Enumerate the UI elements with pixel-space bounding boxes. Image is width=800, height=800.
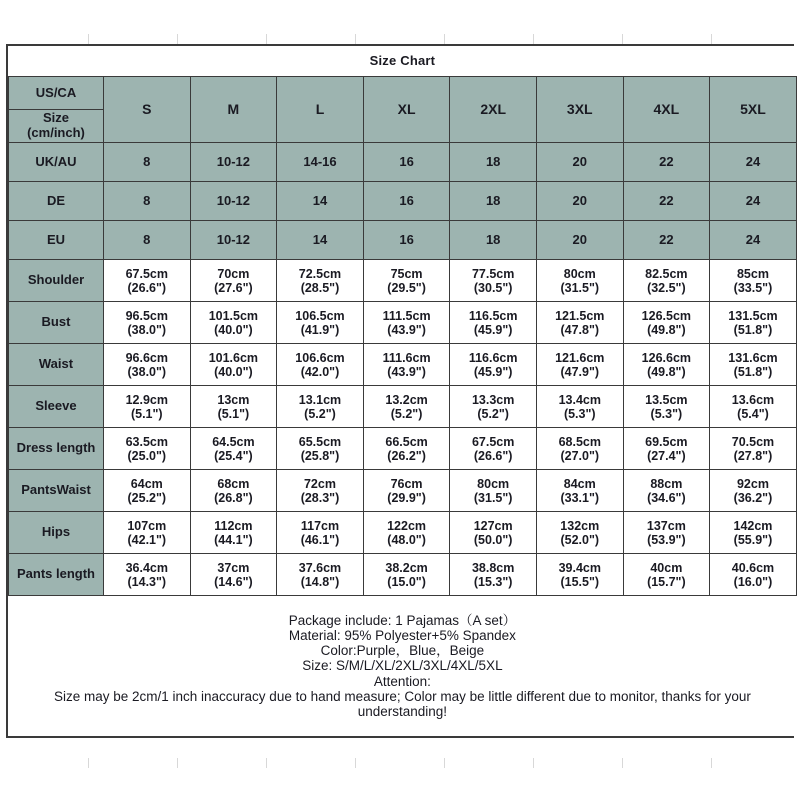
value-cm: 70.5cm xyxy=(731,434,775,449)
value-inch: (15.0") xyxy=(387,574,426,589)
notes-row xyxy=(9,596,797,737)
column-header-3xl: 3XL xyxy=(536,77,623,143)
cell-bust-s xyxy=(104,302,191,344)
cell-hips-xl xyxy=(363,512,450,554)
cell-waist-5xl xyxy=(710,344,797,386)
table-row-waist xyxy=(9,344,797,386)
cell-eu-xl: 16 xyxy=(363,221,450,260)
cell-waist-l xyxy=(277,344,364,386)
cell-pants-waist-2xl xyxy=(450,470,537,512)
value-inch: (55.9") xyxy=(733,532,773,547)
cell-dress-length-s xyxy=(104,428,191,470)
ruler-tick xyxy=(534,758,623,768)
cell-pants-length-5xl xyxy=(710,554,797,596)
cell-sleeve-2xl xyxy=(450,386,537,428)
value-cm: 70cm xyxy=(217,266,250,281)
cell-hips-4xl xyxy=(623,512,710,554)
cell-dress-length-2xl xyxy=(450,428,537,470)
value-inch: (33.5") xyxy=(733,280,773,295)
table-row-pants-waist xyxy=(9,470,797,512)
value-cm: 121.5cm xyxy=(555,308,605,323)
value-cm: 101.6cm xyxy=(208,350,259,365)
value-cm: 111.6cm xyxy=(382,350,431,365)
cell-pants-waist-s xyxy=(104,470,191,512)
cell-uk-au-l: 14-16 xyxy=(277,143,364,182)
cell-de-4xl: 22 xyxy=(623,182,710,221)
size-unit-line-2: (cm/inch) xyxy=(27,125,85,140)
value-inch: (46.1") xyxy=(300,532,340,547)
value-cm: 68cm xyxy=(217,476,250,491)
column-header-xl: XL xyxy=(363,77,450,143)
cell-shoulder-3xl xyxy=(536,260,623,302)
value-cm: 121.6cm xyxy=(555,350,605,365)
cell-sleeve-xl xyxy=(363,386,450,428)
cell-pants-length-xl xyxy=(363,554,450,596)
cell-eu-m: 10-12 xyxy=(190,221,277,260)
value-cm: 37cm xyxy=(217,560,250,575)
ruler-tick xyxy=(267,34,356,44)
value-inch: (5.2") xyxy=(477,406,509,421)
cell-hips-3xl xyxy=(536,512,623,554)
row-label-bust: Bust xyxy=(9,302,104,344)
value-inch: (29.9") xyxy=(387,490,426,505)
cell-sleeve-5xl xyxy=(710,386,797,428)
value-inch: (43.9") xyxy=(387,322,426,337)
value-cm: 88cm xyxy=(650,476,683,491)
value-inch: (33.1") xyxy=(560,490,600,505)
cell-uk-au-m: 10-12 xyxy=(190,143,277,182)
column-header-m: M xyxy=(190,77,277,143)
value-cm: 36.4cm xyxy=(125,560,168,575)
value-inch: (30.5") xyxy=(473,280,513,295)
cell-de-s: 8 xyxy=(104,182,191,221)
cell-pants-length-s xyxy=(104,554,191,596)
row-label-sleeve: Sleeve xyxy=(9,386,104,428)
value-inch: (25.8") xyxy=(300,448,340,463)
cell-bust-2xl xyxy=(450,302,537,344)
table-row-pants-length xyxy=(9,554,797,596)
value-cm: 67.5cm xyxy=(125,266,168,281)
column-header-l: L xyxy=(277,77,364,143)
cell-shoulder-s xyxy=(104,260,191,302)
value-inch: (16.0") xyxy=(733,574,773,589)
table-row-de xyxy=(9,182,797,221)
value-cm: 72cm xyxy=(303,476,336,491)
value-cm: 63.5cm xyxy=(125,434,168,449)
value-cm: 40.6cm xyxy=(731,560,775,575)
cell-shoulder-4xl xyxy=(623,260,710,302)
cell-waist-m xyxy=(190,344,277,386)
value-inch: (28.3") xyxy=(300,490,340,505)
cell-pants-length-4xl xyxy=(623,554,710,596)
cell-sleeve-3xl xyxy=(536,386,623,428)
table-row-shoulder xyxy=(9,260,797,302)
note-attention-line-2: understanding! xyxy=(357,703,448,719)
value-cm: 13cm xyxy=(217,392,250,407)
cell-hips-5xl xyxy=(710,512,797,554)
value-cm: 107cm xyxy=(127,518,167,533)
value-cm: 67.5cm xyxy=(471,434,515,449)
value-cm: 38.8cm xyxy=(471,560,515,575)
row-label-dress-length: Dress length xyxy=(9,428,104,470)
value-inch: (49.8") xyxy=(647,322,686,337)
cell-uk-au-s: 8 xyxy=(104,143,191,182)
product-notes xyxy=(9,596,797,737)
value-inch: (26.6") xyxy=(473,448,513,463)
value-cm: 39.4cm xyxy=(558,560,601,575)
note-material: Material: 95% Polyester+5% Spandex xyxy=(288,628,516,644)
value-cm: 82.5cm xyxy=(645,266,688,281)
ruler-tick xyxy=(178,34,267,44)
value-inch: (5.3") xyxy=(650,406,683,421)
value-cm: 96.5cm xyxy=(125,308,168,323)
row-label-eu: EU xyxy=(9,221,104,260)
cell-uk-au-2xl: 18 xyxy=(450,143,537,182)
cell-eu-l: 14 xyxy=(277,221,364,260)
value-inch: (14.3") xyxy=(127,574,167,589)
cell-sleeve-m xyxy=(190,386,277,428)
value-cm: 68.5cm xyxy=(558,434,601,449)
value-inch: (48.0") xyxy=(387,532,426,547)
cell-eu-3xl: 20 xyxy=(536,221,623,260)
value-cm: 101.5cm xyxy=(208,308,259,323)
value-cm: 92cm xyxy=(736,476,769,491)
value-inch: (38.0") xyxy=(127,364,167,379)
value-cm: 13.6cm xyxy=(731,392,775,407)
value-cm: 64.5cm xyxy=(212,434,255,449)
row-label-hips: Hips xyxy=(9,512,104,554)
cell-pants-waist-m xyxy=(190,470,277,512)
value-cm: 76cm xyxy=(390,476,423,491)
top-ruler-ticks xyxy=(0,34,800,44)
value-cm: 142cm xyxy=(733,518,773,533)
value-cm: 85cm xyxy=(736,266,769,281)
value-inch: (25.4") xyxy=(214,448,253,463)
row-label-waist: Waist xyxy=(9,344,104,386)
value-cm: 13.2cm xyxy=(385,392,428,407)
cell-eu-s: 8 xyxy=(104,221,191,260)
value-cm: 72.5cm xyxy=(298,266,342,281)
value-inch: (34.6") xyxy=(647,490,686,505)
cell-dress-length-5xl xyxy=(710,428,797,470)
ruler-tick xyxy=(0,34,89,44)
ruler-tick xyxy=(356,758,445,768)
value-inch: (40.0") xyxy=(214,364,253,379)
cell-de-m: 10-12 xyxy=(190,182,277,221)
value-cm: 69.5cm xyxy=(645,434,688,449)
ruler-tick xyxy=(445,34,534,44)
row-label-de: DE xyxy=(9,182,104,221)
table-row-hips xyxy=(9,512,797,554)
table-row-sleeve xyxy=(9,386,797,428)
ruler-tick xyxy=(178,758,267,768)
value-inch: (47.9") xyxy=(560,364,600,379)
value-inch: (40.0") xyxy=(214,322,253,337)
ruler-tick xyxy=(623,34,712,44)
value-cm: 131.5cm xyxy=(728,308,778,323)
ruler-tick xyxy=(0,758,89,768)
value-inch: (5.2") xyxy=(390,406,423,421)
cell-sleeve-l xyxy=(277,386,364,428)
value-inch: (27.0") xyxy=(560,448,600,463)
value-inch: (53.9") xyxy=(647,532,686,547)
value-cm: 132cm xyxy=(560,518,600,533)
cell-hips-m xyxy=(190,512,277,554)
value-cm: 112cm xyxy=(214,518,253,533)
row-label-uk-au: UK/AU xyxy=(9,143,104,182)
value-inch: (27.6") xyxy=(214,280,253,295)
cell-de-xl: 16 xyxy=(363,182,450,221)
value-cm: 80cm xyxy=(477,476,510,491)
value-cm: 12.9cm xyxy=(125,392,168,407)
cell-bust-xl xyxy=(363,302,450,344)
value-inch: (25.0") xyxy=(127,448,167,463)
cell-de-5xl: 24 xyxy=(710,182,797,221)
cell-pants-waist-3xl xyxy=(536,470,623,512)
ruler-tick xyxy=(534,34,623,44)
value-cm: 127cm xyxy=(473,518,513,533)
note-color: Color:Purple，Blue，Beige xyxy=(320,643,485,659)
value-inch: (14.6") xyxy=(214,574,253,589)
cell-dress-length-3xl xyxy=(536,428,623,470)
bottom-ruler-ticks xyxy=(0,758,800,768)
value-cm: 116.6cm xyxy=(468,350,518,365)
value-cm: 84cm xyxy=(563,476,596,491)
cell-de-l: 14 xyxy=(277,182,364,221)
cell-uk-au-4xl: 22 xyxy=(623,143,710,182)
table-row-eu xyxy=(9,221,797,260)
value-inch: (41.9") xyxy=(300,322,340,337)
value-cm: 13.5cm xyxy=(645,392,688,407)
cell-bust-l xyxy=(277,302,364,344)
value-inch: (5.1") xyxy=(130,406,163,421)
cell-eu-4xl: 22 xyxy=(623,221,710,260)
cell-pants-waist-l xyxy=(277,470,364,512)
cell-waist-4xl xyxy=(623,344,710,386)
table-row-dress-length xyxy=(9,428,797,470)
value-inch: (25.2") xyxy=(127,490,167,505)
cell-eu-2xl: 18 xyxy=(450,221,537,260)
value-inch: (52.0") xyxy=(560,532,600,547)
cell-shoulder-2xl xyxy=(450,260,537,302)
cell-bust-4xl xyxy=(623,302,710,344)
value-cm: 106.6cm xyxy=(295,350,345,365)
cell-bust-m xyxy=(190,302,277,344)
row-label-shoulder: Shoulder xyxy=(9,260,104,302)
value-cm: 64cm xyxy=(130,476,163,491)
value-cm: 13.1cm xyxy=(298,392,342,407)
page-title: Size Chart xyxy=(9,46,797,77)
value-cm: 126.5cm xyxy=(641,308,692,323)
size-chart-sheet xyxy=(6,44,794,738)
value-cm: 96.6cm xyxy=(125,350,168,365)
cell-sleeve-s xyxy=(104,386,191,428)
value-cm: 122cm xyxy=(387,518,427,533)
cell-eu-5xl: 24 xyxy=(710,221,797,260)
row-label-pants-length: Pants length xyxy=(9,554,104,596)
table-row-uk-au xyxy=(9,143,797,182)
value-inch: (51.8") xyxy=(733,322,773,337)
value-cm: 80cm xyxy=(563,266,596,281)
column-header-5xl: 5XL xyxy=(710,77,797,143)
value-cm: 77.5cm xyxy=(471,266,515,281)
value-inch: (5.2") xyxy=(304,406,336,421)
value-cm: 13.4cm xyxy=(558,392,601,407)
ruler-tick xyxy=(89,758,178,768)
value-cm: 40cm xyxy=(650,560,683,575)
note-size: Size: S/M/L/XL/2XL/3XL/4XL/5XL xyxy=(302,658,503,674)
value-cm: 75cm xyxy=(390,266,423,281)
cell-shoulder-m xyxy=(190,260,277,302)
value-inch: (43.9") xyxy=(387,364,426,379)
value-cm: 13.3cm xyxy=(471,392,515,407)
cell-hips-l xyxy=(277,512,364,554)
size-chart-table xyxy=(8,46,797,736)
value-cm: 131.6cm xyxy=(728,350,778,365)
cell-dress-length-xl xyxy=(363,428,450,470)
value-cm: 37.6cm xyxy=(298,560,342,575)
value-cm: 38.2cm xyxy=(385,560,428,575)
cell-uk-au-3xl: 20 xyxy=(536,143,623,182)
value-inch: (45.9") xyxy=(473,364,513,379)
value-inch: (15.3") xyxy=(473,574,513,589)
ruler-tick xyxy=(356,34,445,44)
cell-pants-length-l xyxy=(277,554,364,596)
cell-de-3xl: 20 xyxy=(536,182,623,221)
value-inch: (26.2") xyxy=(387,448,426,463)
cell-pants-length-3xl xyxy=(536,554,623,596)
cell-pants-length-2xl xyxy=(450,554,537,596)
value-inch: (5.4") xyxy=(737,406,769,421)
ruler-tick xyxy=(712,758,800,768)
cell-shoulder-5xl xyxy=(710,260,797,302)
value-inch: (29.5") xyxy=(387,280,426,295)
cell-waist-2xl xyxy=(450,344,537,386)
cell-dress-length-m xyxy=(190,428,277,470)
value-inch: (50.0") xyxy=(473,532,513,547)
cell-waist-xl xyxy=(363,344,450,386)
ruler-tick xyxy=(712,34,800,44)
header-label-size-unit xyxy=(9,110,104,143)
value-inch: (32.5") xyxy=(647,280,686,295)
ruler-tick xyxy=(623,758,712,768)
value-inch: (15.7") xyxy=(647,574,686,589)
value-cm: 137cm xyxy=(646,518,686,533)
value-inch: (5.1") xyxy=(217,406,250,421)
value-inch: (45.9") xyxy=(473,322,513,337)
column-header-s: S xyxy=(104,77,191,143)
value-cm: 66.5cm xyxy=(385,434,428,449)
cell-dress-length-4xl xyxy=(623,428,710,470)
value-inch: (44.1") xyxy=(214,532,253,547)
value-cm: 111.5cm xyxy=(382,308,431,323)
ruler-tick xyxy=(89,34,178,44)
row-label-pants-waist: PantsWaist xyxy=(9,470,104,512)
table-row-bust xyxy=(9,302,797,344)
value-inch: (27.8") xyxy=(733,448,773,463)
value-cm: 116.5cm xyxy=(468,308,518,323)
note-attention-line-1: Size may be 2cm/1 inch inaccuracy due to hand measure; Color may be little different due to monitor, thanks for your xyxy=(53,688,751,704)
column-header-2xl: 2XL xyxy=(450,77,537,143)
header-label-us-ca: US/CA xyxy=(9,77,104,110)
value-inch: (36.2") xyxy=(733,490,773,505)
value-inch: (27.4") xyxy=(647,448,686,463)
cell-uk-au-xl: 16 xyxy=(363,143,450,182)
note-package-include: Package include: 1 Pajamas（A set） xyxy=(288,613,517,629)
cell-sleeve-4xl xyxy=(623,386,710,428)
value-inch: (42.1") xyxy=(127,532,167,547)
value-inch: (26.8") xyxy=(214,490,253,505)
value-inch: (31.5") xyxy=(473,490,513,505)
value-cm: 126.6cm xyxy=(641,350,692,365)
cell-pants-waist-4xl xyxy=(623,470,710,512)
cell-pants-waist-5xl xyxy=(710,470,797,512)
cell-hips-2xl xyxy=(450,512,537,554)
cell-bust-3xl xyxy=(536,302,623,344)
column-header-4xl: 4XL xyxy=(623,77,710,143)
cell-bust-5xl xyxy=(710,302,797,344)
cell-uk-au-5xl: 24 xyxy=(710,143,797,182)
cell-waist-s xyxy=(104,344,191,386)
value-inch: (28.5") xyxy=(300,280,340,295)
note-attention-heading: Attention: xyxy=(373,673,431,689)
value-inch: (51.8") xyxy=(733,364,773,379)
value-cm: 106.5cm xyxy=(295,308,345,323)
value-inch: (47.8") xyxy=(560,322,600,337)
value-cm: 117cm xyxy=(300,518,340,533)
cell-hips-s xyxy=(104,512,191,554)
value-inch: (49.8") xyxy=(647,364,686,379)
value-cm: 65.5cm xyxy=(298,434,342,449)
value-inch: (26.6") xyxy=(127,280,167,295)
size-unit-line-1: Size xyxy=(42,110,69,126)
cell-shoulder-xl xyxy=(363,260,450,302)
ruler-tick xyxy=(445,758,534,768)
value-inch: (38.0") xyxy=(127,322,167,337)
header-row-us-ca xyxy=(9,77,797,110)
value-inch: (15.5") xyxy=(560,574,600,589)
ruler-tick xyxy=(267,758,356,768)
cell-de-2xl: 18 xyxy=(450,182,537,221)
cell-shoulder-l xyxy=(277,260,364,302)
value-inch: (31.5") xyxy=(560,280,600,295)
value-inch: (14.8") xyxy=(300,574,340,589)
value-inch: (42.0") xyxy=(300,364,340,379)
cell-pants-waist-xl xyxy=(363,470,450,512)
title-row xyxy=(9,46,797,77)
value-inch: (5.3") xyxy=(563,406,596,421)
cell-waist-3xl xyxy=(536,344,623,386)
cell-pants-length-m xyxy=(190,554,277,596)
cell-dress-length-l xyxy=(277,428,364,470)
